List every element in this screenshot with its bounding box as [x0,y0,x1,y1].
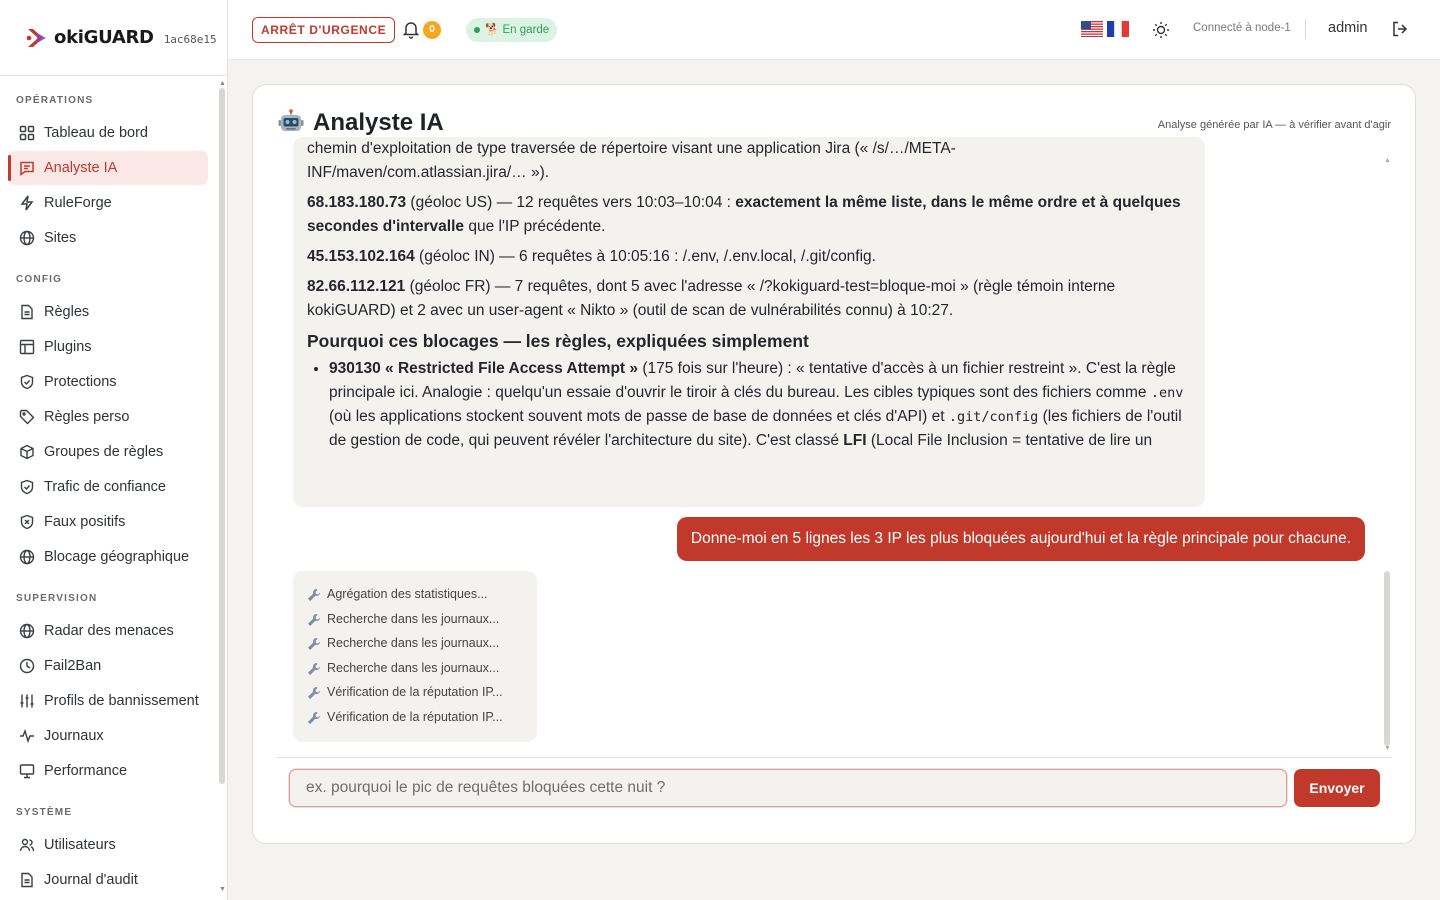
assistant-text: (175 fois sur l'heure) : « tentative d'accès à un fichier restreint ». C'est la règle principale ici. Analogie : quelqu'un essaie d'ouvrir le tiroir à clés du bureau. Les cibles typiques sont des fichiers comme [329,360,1176,401]
sidebar-scrollbar[interactable] [219,88,225,784]
user-menu[interactable]: admin [1328,20,1368,36]
sidebar-item-ai-analyst[interactable] [8,151,208,185]
ip-address: 68.183.180.73 [307,194,407,211]
assistant-paragraph [307,191,1189,239]
tool-step [307,610,523,635]
tool-step-label: Vérification de la réputation IP... [327,685,503,699]
chat-icon [18,159,36,177]
sidebar-item-label: Plugins [44,339,92,355]
assistant-list [307,357,1189,453]
assistant-text: (géoloc FR) — 7 requêtes, dont 5 avec l'adresse « /?kokiguard-test=bloque-moi » (règle témoin interne kokiGUARD) et 2 avec un user-agent « Nikto » (outil de scan de vulnérabilités connu) à 10:27. [307,278,1116,319]
sidebar-item-label: Radar des menaces [44,623,174,639]
sidebar-item-label: Protections [44,374,117,390]
tool-step [307,683,523,708]
assistant-text: chemin d'exploitation de type traversée de répertoire visant une application Jira (« /s/…/META- [307,140,956,157]
fr-flag-icon[interactable] [1107,21,1129,37]
sidebar-item-label: Fail2Ban [44,658,102,674]
sidebar-item-threat-radar[interactable] [8,614,208,648]
assistant-emphasis: LFI [843,432,867,449]
sidebar-item-fail2ban[interactable] [8,649,208,683]
tool-activity [293,571,537,742]
sidebar-item-trusted-traffic[interactable] [8,470,208,504]
sidebar-item-ban-profiles[interactable] [8,684,208,718]
file-icon [18,303,36,321]
file-icon [18,871,36,889]
sliders-icon [18,692,36,710]
status-dot [474,27,480,33]
assistant-text: (Local File Inclusion = tentative de lire un [866,432,1153,449]
sidebar-item-false-positives[interactable] [8,505,208,539]
user-message: Donne-moi en 5 lignes les 3 IP les plus bloquées aujourd'hui et la règle principale pour chacune. [677,517,1365,561]
sidebar-nav [0,77,215,900]
sidebar-item-performance[interactable] [8,754,208,788]
tag-icon [18,408,36,426]
sidebar-item-label: Groupes de règles [44,444,164,460]
tool-step [307,659,523,684]
assistant-emphasis: exactement la même liste, dans le même ordre et à quelques secondes d'intervalle [307,194,1181,235]
robot-icon [277,109,305,137]
shield-x-icon [18,513,36,531]
wrench-icon [307,637,321,651]
tool-step-label: Recherche dans les journaux... [327,660,500,675]
composer-divider [277,757,1391,758]
sidebar-item-label: Profils de bannissement [44,693,199,709]
sidebar-item-label: Sites [44,230,77,246]
code-snippet: .git/config [948,409,1039,425]
tool-step [307,634,523,659]
users-icon [18,836,36,854]
wrench-icon [307,711,321,725]
clock-icon [18,657,36,675]
ip-address: 82.66.112.121 [307,278,406,295]
sidebar-scroll-up-icon[interactable]: ▲ [219,80,226,87]
shield-check-icon [18,373,36,391]
sidebar-item-label: Règles perso [44,409,130,425]
section-config: CONFIG [16,274,63,285]
section-operations: OPÉRATIONS [16,95,94,106]
sidebar-item-rule-groups[interactable] [8,435,208,469]
assistant-text: (les fichiers de l'outil de gestion de code, qui peuvent révéler l'architecture du site). C'est classé [329,408,1182,449]
sidebar-item-label: Journaux [44,728,104,744]
code-snippet: .env [1150,385,1184,401]
build-hash: 1ac68e15 [163,32,217,46]
activity-icon [18,727,36,745]
globe-icon [18,548,36,566]
tool-step [307,708,523,733]
tool-step [307,585,523,610]
sun-icon[interactable] [1152,21,1170,39]
assistant-heading: Pourquoi ces blocages — les règles, expliquées simplement [307,331,809,351]
monitor-icon [18,762,36,780]
emergency-stop-button[interactable]: ARRÊT D'URGENCE [252,17,395,43]
sidebar-item-dashboard[interactable] [8,116,208,150]
cube-icon [18,443,36,461]
sidebar-item-audit-log[interactable] [8,863,208,897]
tool-step-label: Recherche dans les journaux... [327,636,500,650]
chat-thread[interactable] [277,140,1391,757]
sidebar-item-rules[interactable] [8,295,208,329]
assistant-paragraph [307,245,1189,269]
sidebar-item-label: Analyste IA [44,160,118,176]
assistant-text: (géoloc US) — 12 requêtes vers 10:03–10:04 : [406,194,736,211]
sidebar-item-label: Performance [44,763,128,779]
assistant-text: que l'IP précédente. [464,218,606,235]
sidebar [0,0,228,900]
bolt-icon [18,194,36,212]
sidebar-item-label: Journal d'audit [44,872,138,888]
sidebar-item-label: Blocage géographique [44,549,190,565]
assistant-text: INF/maven/com.atlassian.jira/… »). [307,164,550,181]
tool-step-label: Recherche dans les journaux... [327,611,500,626]
assistant-paragraph [307,275,1189,323]
assistant-text: (géoloc IN) — 6 requêtes à 10:05:16 : /.env, /.env.local, /.git/config. [414,248,876,265]
sidebar-item-label: Trafic de confiance [44,479,166,495]
tool-step-label: Vérification de la réputation IP... [327,709,503,724]
brand[interactable] [0,0,227,76]
globe-icon [18,229,36,247]
notification-badge: 0 [423,21,441,39]
rule-name: 930130 « Restricted File Access Attempt » [329,360,639,377]
sidebar-item-label: Utilisateurs [44,837,116,853]
section-supervision: SUPERVISION [16,593,98,604]
wrench-icon [307,588,321,602]
wrench-icon [307,686,321,700]
logout-icon[interactable] [1391,20,1409,38]
sidebar-item-protections[interactable] [8,365,208,399]
section-system: SYSTÈME [16,807,73,818]
page-title [277,109,444,137]
assistant-paragraph [307,137,1189,185]
sidebar-item-sites[interactable] [8,221,208,255]
assistant-message [293,137,1205,507]
dashboard-icon [18,124,36,142]
sidebar-item-label: RuleForge [44,195,112,211]
wrench-icon [307,662,321,676]
sidebar-item-users[interactable] [8,828,208,862]
list-item [329,357,1189,453]
status-label: 🐕 En garde [485,24,550,36]
us-flag-icon[interactable] [1081,21,1103,37]
sidebar-item-label: Règles [44,304,90,320]
sidebar-item-geo-blocking[interactable] [8,540,208,574]
divider [1305,19,1306,39]
tool-step-label: Agrégation des statistiques... [327,587,488,601]
chat-scrollbar[interactable] [1384,571,1390,746]
brand-name: okiGUARD [54,27,154,48]
sidebar-scroll-down-icon[interactable]: ▼ [219,886,226,893]
sidebar-item-custom-rules[interactable] [8,400,208,434]
topbar [228,0,1440,60]
ai-analyst-card [252,84,1416,844]
kokiguard-logo-icon [24,25,50,51]
ip-address: 45.153.102.164 [307,248,415,265]
globe-icon [18,622,36,640]
plugin-icon [18,338,36,356]
sidebar-item-plugins[interactable] [8,330,208,364]
message-input[interactable] [289,769,1287,807]
page-title-text: Analyste IA [313,109,444,136]
shield-check-icon [18,478,36,496]
status-badge [466,18,557,42]
language-switcher [1081,21,1129,37]
bell-icon[interactable] [401,19,421,39]
connection-status: Connecté à node-1 [1193,22,1291,34]
wrench-icon [307,613,321,627]
chat-scroll-up-icon[interactable]: ▲ [1384,157,1391,164]
sidebar-item-label: Tableau de bord [44,125,148,141]
sidebar-item-logs[interactable] [8,719,208,753]
ai-disclaimer: Analyse générée par IA — à vérifier avant d'agir [1157,119,1391,131]
send-button[interactable]: Envoyer [1294,769,1380,807]
sidebar-item-ruleforge[interactable] [8,186,208,220]
assistant-text: (où les applications stockent souvent mots de passe de base de données et clés d'API) et [329,408,949,425]
chat-scroll-down-icon[interactable]: ▼ [1384,745,1391,752]
sidebar-item-label: Faux positifs [44,514,126,530]
